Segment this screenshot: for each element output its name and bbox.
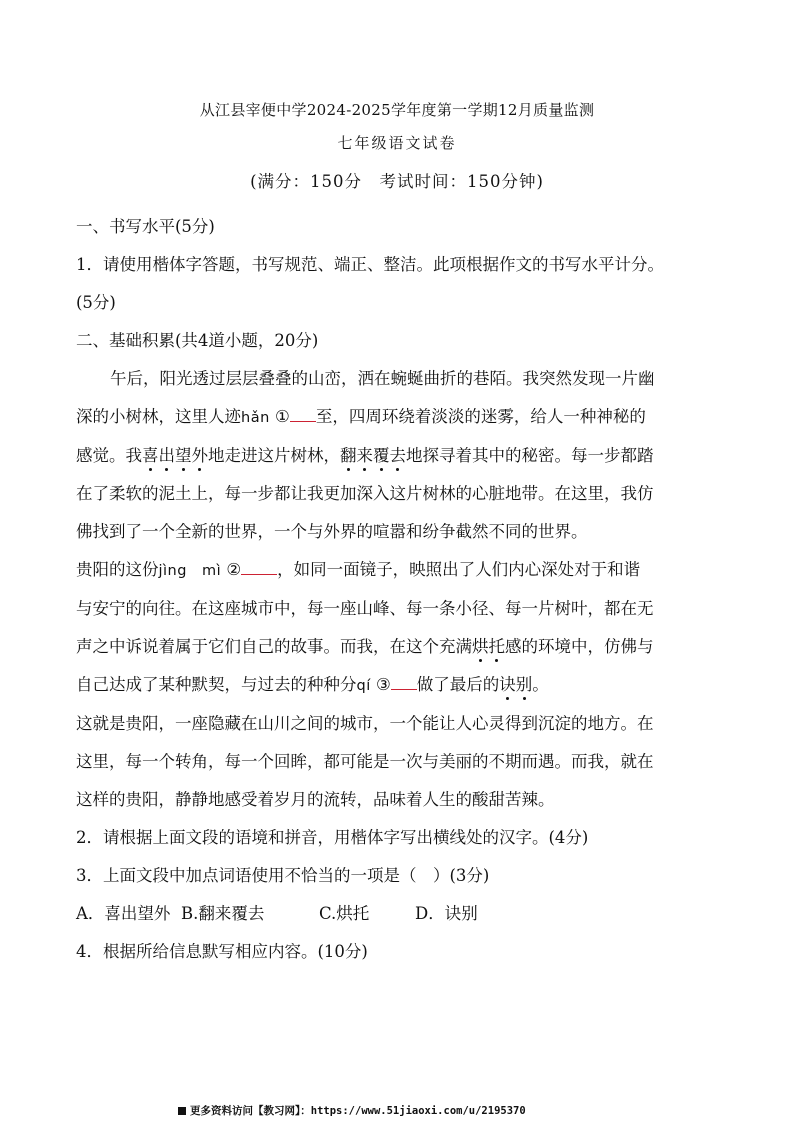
question-3: 3．上面文段中加点词语使用不恰当的一项是（ ）(3分) [76, 866, 490, 885]
passage-line [76, 628, 728, 666]
passage-text: 深的小树林，这里人迹 [76, 407, 241, 426]
passage-line: 这样的贵阳，静静地感受着岁月的流转，品味着人生的酸甜苦辣。 [76, 790, 555, 809]
passage-text: 感的环境中，仿佛与 [505, 637, 654, 656]
question-1-line2: (5分) [76, 293, 116, 312]
passage-paragraph-1 [76, 360, 728, 551]
blank-marker-2: ② [226, 560, 242, 579]
pinyin-hint-2: jìng mì [158, 563, 222, 579]
passage-line: 与安宁的向往。在这座城市中，每一座山峰、每一条小径、每一片树叶，都在无 [76, 599, 654, 618]
footer-text: 更多资料访问【教习网】：https://www.51jiaoxi.com/u/2195370 [190, 1105, 526, 1117]
exam-subtitle: 七年级语文试卷 [337, 134, 457, 152]
section2-heading: 二、基础积累(共4道小题，20分) [76, 331, 319, 350]
section1-heading: 一、书写水平(5分) [76, 217, 215, 236]
blank-3[interactable] [391, 675, 417, 690]
dotted-word-1: 喜出望外 [142, 446, 208, 465]
passage-paragraph-3 [76, 705, 728, 819]
option-a[interactable]: A．喜出望外 [76, 904, 171, 923]
passage-line [76, 666, 728, 705]
question-3-options [76, 895, 728, 933]
option-d[interactable]: D．诀别 [415, 904, 478, 923]
passage-paragraph-2 [76, 551, 728, 705]
passage-line [76, 398, 728, 437]
passage-text: 。 [532, 675, 549, 694]
passage-line [76, 437, 728, 475]
passage-line [76, 551, 728, 590]
passage-text: 地走进这片树林， [208, 446, 340, 465]
question-1-line1: 1．请使用楷体字答题，书写规范、端正、整洁。此项根据作文的书写水平计分。 [76, 255, 664, 274]
passage-line: 在了柔软的泥土上，每一步都让我更加深入这片树林的心脏地带。在这里，我仿 [76, 484, 654, 503]
passage-line: 这就是贵阳，一座隐藏在山川之间的城市，一个能让人心灵得到沉淀的地方。在 [76, 714, 654, 733]
dotted-word-4: 诀别 [499, 675, 533, 694]
passage-text: 自己达成了某种默契，与过去的种种分 [76, 675, 357, 694]
pinyin-hint-3: qí [356, 678, 371, 694]
pinyin-hint-1: hǎn [241, 410, 270, 426]
passage-text: 声之中诉说着属于它们自己的故事。而我，在这个充满 [76, 637, 472, 656]
exam-title: 从江县宰便中学2024-2025学年度第一学期12月质量监测 [199, 101, 595, 119]
passage-line: 这里，每一个转角，每一个回眸，都可能是一次与美丽的不期而遇。而我，就在 [76, 752, 654, 771]
question-4: 4．根据所给信息默写相应内容。(10分) [76, 942, 368, 961]
passage-line: 佛找到了一个全新的世界，一个与外界的喧嚣和纷争截然不同的世界。 [76, 522, 588, 541]
dotted-word-3: 烘托 [472, 637, 505, 656]
passage-text: ，如同一面镜子，映照出了人们内心深处对于和谐 [277, 560, 641, 579]
passage-text: 至，四周环绕着淡淡的迷雾，给人一种神秘的 [315, 407, 646, 426]
passage-text: 做了最后的 [416, 675, 500, 694]
footer-link[interactable] [178, 1103, 526, 1118]
passage-text: 感觉。我 [76, 446, 142, 465]
option-b[interactable]: B.翻来覆去 [181, 904, 265, 923]
blank-2[interactable] [241, 560, 277, 575]
passage-text: 贵阳的这份 [76, 560, 159, 579]
question-2: 2．请根据上面文段的语境和拼音，用楷体字写出横线处的汉字。(4分) [76, 828, 589, 847]
passage-line: 午后，阳光透过层层叠叠的山峦，洒在蜿蜒曲折的巷陌。我突然发现一片幽 [110, 369, 655, 388]
exam-info: (满分：150分 考试时间：150分钟) [250, 172, 544, 191]
flag-icon [178, 1107, 186, 1115]
dotted-word-2: 翻来覆去 [340, 446, 406, 465]
exam-body [76, 208, 728, 971]
passage-text: 地探寻着其中的秘密。每一步都踏 [406, 446, 654, 465]
blank-marker-3: ③ [375, 675, 391, 694]
blank-marker-1: ① [275, 407, 290, 426]
blank-1[interactable] [290, 407, 316, 422]
option-c[interactable]: C.烘托 [319, 904, 370, 923]
